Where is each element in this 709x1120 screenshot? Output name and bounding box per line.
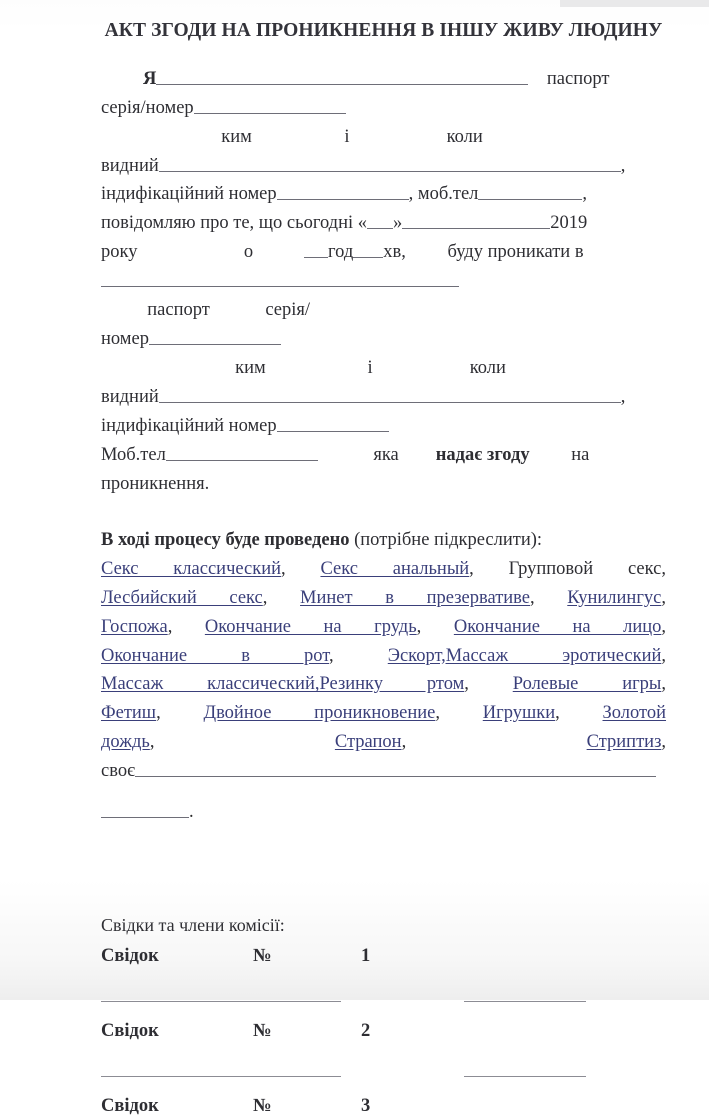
services-list xyxy=(101,555,666,758)
hour-label: год xyxy=(327,242,354,263)
party-two-mobile-label: Моб.тел xyxy=(101,444,166,465)
services-separator: , xyxy=(156,703,204,724)
party-two-when-label: коли xyxy=(469,358,506,379)
services-separator: , xyxy=(329,645,388,666)
services-separator: , xyxy=(530,587,568,608)
services-separator: , xyxy=(661,645,666,666)
own-option-line xyxy=(101,757,666,786)
issued-label: видний xyxy=(101,155,159,176)
at-word: о xyxy=(243,242,254,263)
party-one-paragraph xyxy=(101,65,666,210)
service-option[interactable]: Стриптиз xyxy=(586,732,662,753)
which-label: яка xyxy=(373,444,399,465)
services-separator: , xyxy=(149,732,155,753)
services-line xyxy=(101,642,666,671)
service-option[interactable]: Эскорт,Массаж эротический xyxy=(387,645,662,666)
services-separator: , xyxy=(661,674,666,695)
witness-heading: Свідки та члени комісії: xyxy=(101,915,285,936)
day-fill-line[interactable] xyxy=(367,211,393,230)
witness-label: Свідок xyxy=(101,946,159,967)
service-option[interactable]: Двойное проникновение xyxy=(203,703,436,724)
year-word: року xyxy=(101,242,138,263)
services-separator: , xyxy=(416,616,454,637)
and-label: і xyxy=(344,126,350,147)
services-separator: , xyxy=(281,558,321,579)
services-line xyxy=(101,555,666,584)
services-separator xyxy=(154,732,334,752)
service-option[interactable]: Кунилингус xyxy=(567,587,662,608)
minute-label: хв, xyxy=(383,242,406,263)
fullname-fill-line[interactable] xyxy=(156,66,528,85)
services-separator: , xyxy=(464,674,513,695)
witness-signature-row xyxy=(101,971,666,1014)
service-option[interactable]: Окончание на грудь xyxy=(204,616,417,637)
witness-index: 1 xyxy=(361,946,371,967)
witness-signature-line[interactable] xyxy=(101,1001,341,1002)
witness-label: Свідок xyxy=(101,1095,159,1116)
party-two-by-whom-label: ким xyxy=(235,358,266,379)
by-whom-label: ким xyxy=(221,126,252,147)
service-option[interactable]: Секс анальный xyxy=(320,558,470,579)
witness-index: 3 xyxy=(361,1095,371,1116)
service-option[interactable]: Минет в презервативе xyxy=(300,587,531,608)
penetration-label: проникнення. xyxy=(101,473,210,494)
services-line xyxy=(101,613,666,642)
own-option-tail xyxy=(101,786,666,827)
hour-fill-line[interactable] xyxy=(304,240,328,259)
witness-row xyxy=(101,1089,666,1120)
services-line xyxy=(101,584,666,613)
own-fill-line[interactable] xyxy=(135,759,656,778)
services-line xyxy=(101,728,666,757)
services-separator: , Групповой секс, xyxy=(469,558,666,579)
witness-row xyxy=(101,939,666,971)
document-content xyxy=(101,0,666,1120)
service-option[interactable]: Игрушки xyxy=(482,703,556,724)
services-separator: , xyxy=(661,587,666,608)
tax-id-comma: , xyxy=(408,184,414,205)
service-option[interactable]: Ролевые игры xyxy=(512,674,662,695)
service-option[interactable]: Массаж классический,Резинку ртом xyxy=(101,674,465,695)
series-number-label: серія/номер xyxy=(101,97,194,118)
witness-name-line[interactable] xyxy=(464,1076,586,1077)
issued-fill-line[interactable] xyxy=(159,153,621,172)
statement-year: 2019 xyxy=(550,213,588,234)
tax-id-label: індифікаційний номер xyxy=(101,184,277,205)
notify-text: повідомляю про те, що сьогодні « xyxy=(101,213,367,234)
party-two-number-fill-line[interactable] xyxy=(149,327,281,346)
service-option[interactable]: дождь xyxy=(101,732,150,753)
statement-paragraph xyxy=(101,209,666,498)
series-number-fill-line[interactable] xyxy=(194,95,346,114)
witness-number-sign: № xyxy=(253,1095,272,1116)
mobile-comma: , xyxy=(582,184,588,205)
party-two-series-label: серія/ xyxy=(265,300,311,321)
mobile-label: моб.тел xyxy=(417,184,479,205)
service-option[interactable]: Страпон xyxy=(334,732,402,753)
party-two-name-fill-line[interactable] xyxy=(101,269,459,288)
party-two-tax-id-label: індифікаційний номер xyxy=(101,415,277,436)
service-option[interactable]: Окончание на лицо xyxy=(453,616,662,637)
will-penetrate-text: буду проникати в xyxy=(447,242,584,263)
services-separator: , xyxy=(555,703,603,724)
service-option[interactable]: Секс классический xyxy=(101,558,282,579)
issued-comma: , xyxy=(620,155,626,176)
party-two-issued-comma: , xyxy=(620,387,626,407)
passport-label: паспорт xyxy=(546,68,610,89)
witness-signature-line[interactable] xyxy=(101,1076,341,1077)
gives-consent-label: надає згоду xyxy=(435,444,530,465)
services-separator: , xyxy=(401,732,407,753)
month-fill-line[interactable] xyxy=(402,211,550,230)
own-tail-period: . xyxy=(189,802,194,823)
witness-label: Свідок xyxy=(101,1020,159,1041)
services-separator: , xyxy=(661,732,666,753)
party-two-tax-id-fill-line[interactable] xyxy=(277,413,389,432)
witness-signature-row xyxy=(101,1046,666,1089)
services-heading-rest: (потрібне підкреслити): xyxy=(349,529,543,550)
minute-fill-line[interactable] xyxy=(353,240,383,259)
services-line xyxy=(101,670,666,699)
service-option[interactable]: Госпожа xyxy=(101,616,168,637)
party-two-number-label: номер xyxy=(101,329,149,350)
services-separator: , xyxy=(661,616,667,637)
services-separator: , xyxy=(262,587,301,608)
witness-name-line[interactable] xyxy=(464,1001,586,1002)
own-tail-fill-line[interactable] xyxy=(101,804,189,818)
party-two-passport-label: паспорт xyxy=(147,300,210,321)
witness-rows xyxy=(101,939,666,1120)
service-option[interactable]: Окончание в рот xyxy=(101,645,329,666)
witness-section xyxy=(101,827,666,1120)
service-option[interactable]: Золотой xyxy=(602,703,667,724)
witness-index: 2 xyxy=(361,1020,371,1041)
on-label: на xyxy=(571,444,590,465)
services-heading-bold: В ході процесу буде проведено xyxy=(101,529,350,550)
party-two-mobile-fill-line[interactable] xyxy=(166,442,318,461)
witness-row xyxy=(101,1014,666,1046)
quote-close: » xyxy=(393,213,403,234)
witness-number-sign: № xyxy=(253,946,272,967)
party-two-issued-label: видний xyxy=(101,387,159,407)
when-label: коли xyxy=(446,126,483,147)
tax-id-fill-line[interactable] xyxy=(277,182,409,201)
services-separator: , xyxy=(435,703,483,724)
witness-number-sign: № xyxy=(253,1020,272,1041)
mobile-fill-line[interactable] xyxy=(478,182,582,201)
services-separator: , xyxy=(167,616,205,637)
services-separator xyxy=(406,732,586,752)
services-line xyxy=(101,699,666,728)
service-option[interactable]: Фетиш xyxy=(101,703,157,724)
party-two-and-label: і xyxy=(367,358,373,379)
own-label: своє xyxy=(101,761,136,782)
party-two-issued-fill-line[interactable] xyxy=(159,384,621,403)
pronoun-label: Я xyxy=(143,68,157,89)
services-heading xyxy=(101,499,666,555)
page-title: АКТ ЗГОДИ НА ПРОНИКНЕННЯ В ІНШУ ЖИВУ ЛЮДИНУ xyxy=(104,20,663,41)
service-option[interactable]: Лесбийский секс xyxy=(101,587,263,608)
